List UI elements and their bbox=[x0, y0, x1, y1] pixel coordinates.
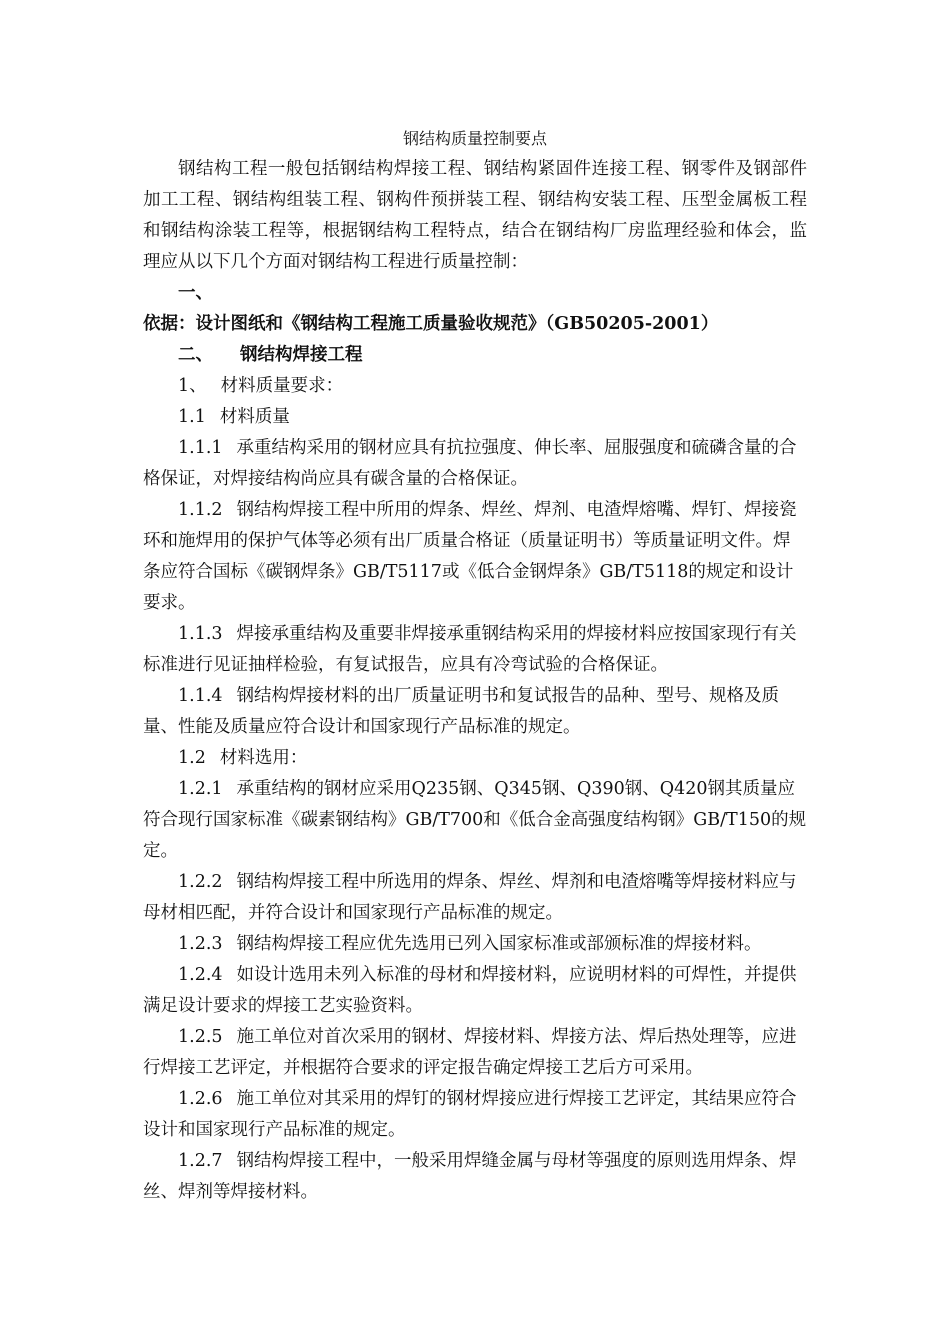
item-text: 施工单位对其采用的焊钉的钢材焊接应进行焊接工艺评定，其结果应符合设计和国家现行产品标准的规定。 bbox=[143, 1089, 797, 1140]
list-item bbox=[143, 929, 807, 960]
item-number: 1、 bbox=[178, 376, 207, 396]
document-page bbox=[143, 124, 807, 1208]
section-1-number: 一、 bbox=[178, 283, 213, 303]
item-text: 焊接承重结构及重要非焊接承重钢结构采用的焊接材料应按国家现行有关标准进行见证抽样检验，有复试报告，应具有冷弯试验的合格保证。 bbox=[143, 624, 797, 675]
list-item bbox=[143, 402, 807, 433]
section-1-text: 依据：设计图纸和《钢结构工程施工质量验收规范》（GB50205-2001） bbox=[143, 314, 719, 334]
item-text: 承重结构的钢材应采用Q235钢、Q345钢、Q390钢、Q420钢其质量应符合现行国家标准《碳素钢结构》GB/T700和《低合金高强度结构钢》GB/T150的规定。 bbox=[143, 779, 807, 861]
item-number: 1.1.4 bbox=[178, 686, 223, 706]
item-text: 施工单位对首次采用的钢材、焊接材料、焊接方法、焊后热处理等，应进行焊接工艺评定，并根据符合要求的评定报告确定焊接工艺后方可采用。 bbox=[143, 1027, 797, 1078]
section-1-heading bbox=[143, 278, 807, 340]
item-text: 如设计选用未列入标准的母材和焊接材料，应说明材料的可焊性，并提供满足设计要求的焊接工艺实验资料。 bbox=[143, 965, 797, 1016]
item-number: 1.1.2 bbox=[178, 500, 223, 520]
item-text: 钢结构焊接工程应优先选用已列入国家标准或部颁标准的焊接材料。 bbox=[236, 934, 762, 954]
item-number: 1.2.7 bbox=[178, 1151, 223, 1171]
section-2-number: 二、 bbox=[178, 345, 213, 365]
item-number: 1.1.1 bbox=[178, 438, 223, 458]
item-text: 承重结构采用的钢材应具有抗拉强度、伸长率、屈服强度和硫磷含量的合格保证，对焊接结构尚应具有碳含量的合格保证。 bbox=[143, 438, 797, 489]
list-item bbox=[143, 1146, 807, 1208]
section-2-heading bbox=[143, 340, 807, 371]
list-item bbox=[143, 681, 807, 743]
item-text: 材料质量 bbox=[219, 407, 290, 427]
item-text: 钢结构焊接工程中所选用的焊条、焊丝、焊剂和电渣熔嘴等焊接材料应与母材相匹配，并符合设计和国家现行产品标准的规定。 bbox=[143, 872, 797, 923]
list-item bbox=[143, 495, 807, 619]
list-item bbox=[143, 774, 807, 867]
list-item bbox=[143, 1022, 807, 1084]
document-title: 钢结构质量控制要点 bbox=[402, 129, 547, 148]
list-item bbox=[143, 743, 807, 774]
item-number: 1.2.2 bbox=[178, 872, 223, 892]
item-number: 1.2.3 bbox=[178, 934, 223, 954]
item-number: 1.2.5 bbox=[178, 1027, 223, 1047]
item-number: 1.2 bbox=[178, 748, 206, 768]
item-text: 材料选用： bbox=[219, 748, 308, 768]
list-item bbox=[143, 960, 807, 1022]
item-number: 1.2.1 bbox=[178, 779, 223, 799]
intro-paragraph: 钢结构工程一般包括钢结构焊接工程、钢结构紧固件连接工程、钢零件及钢部件加工工程、钢结构组装工程、钢构件预拼装工程、钢结构安装工程、压型金属板工程和钢结构涂装工程等，根据钢结构工程特点，结合在钢结构厂房监理经验和体会，监理应从以下几个方面对钢结构工程进行质量控制： bbox=[143, 159, 807, 272]
list-item bbox=[143, 619, 807, 681]
item-number: 1.1 bbox=[178, 407, 206, 427]
item-text: 钢结构焊接工程中所用的焊条、焊丝、焊剂、电渣焊熔嘴、焊钉、焊接瓷环和施焊用的保护气体等必须有出厂质量合格证（质量证明书）等质量证明文件。焊条应符合国标《碳钢焊条》GB/T5117或《低合金钢焊条》GB/T5118的规定和设计要求。 bbox=[143, 500, 797, 613]
item-number: 1.2.6 bbox=[178, 1089, 223, 1109]
item-number: 1.2.4 bbox=[178, 965, 223, 985]
list-item bbox=[143, 867, 807, 929]
list-item bbox=[143, 433, 807, 495]
list-item bbox=[143, 1084, 807, 1146]
list-item bbox=[143, 371, 807, 402]
section-2-text: 钢结构焊接工程 bbox=[240, 345, 363, 365]
item-text: 钢结构焊接材料的出厂质量证明书和复试报告的品种、型号、规格及质量、性能及质量应符合设计和国家现行产品标准的规定。 bbox=[143, 686, 780, 737]
item-list bbox=[143, 371, 807, 1208]
item-text: 钢结构焊接工程中，一般采用焊缝金属与母材等强度的原则选用焊条、焊丝、焊剂等焊接材料。 bbox=[143, 1151, 797, 1202]
item-text: 材料质量要求： bbox=[220, 376, 344, 396]
item-number: 1.1.3 bbox=[178, 624, 223, 644]
